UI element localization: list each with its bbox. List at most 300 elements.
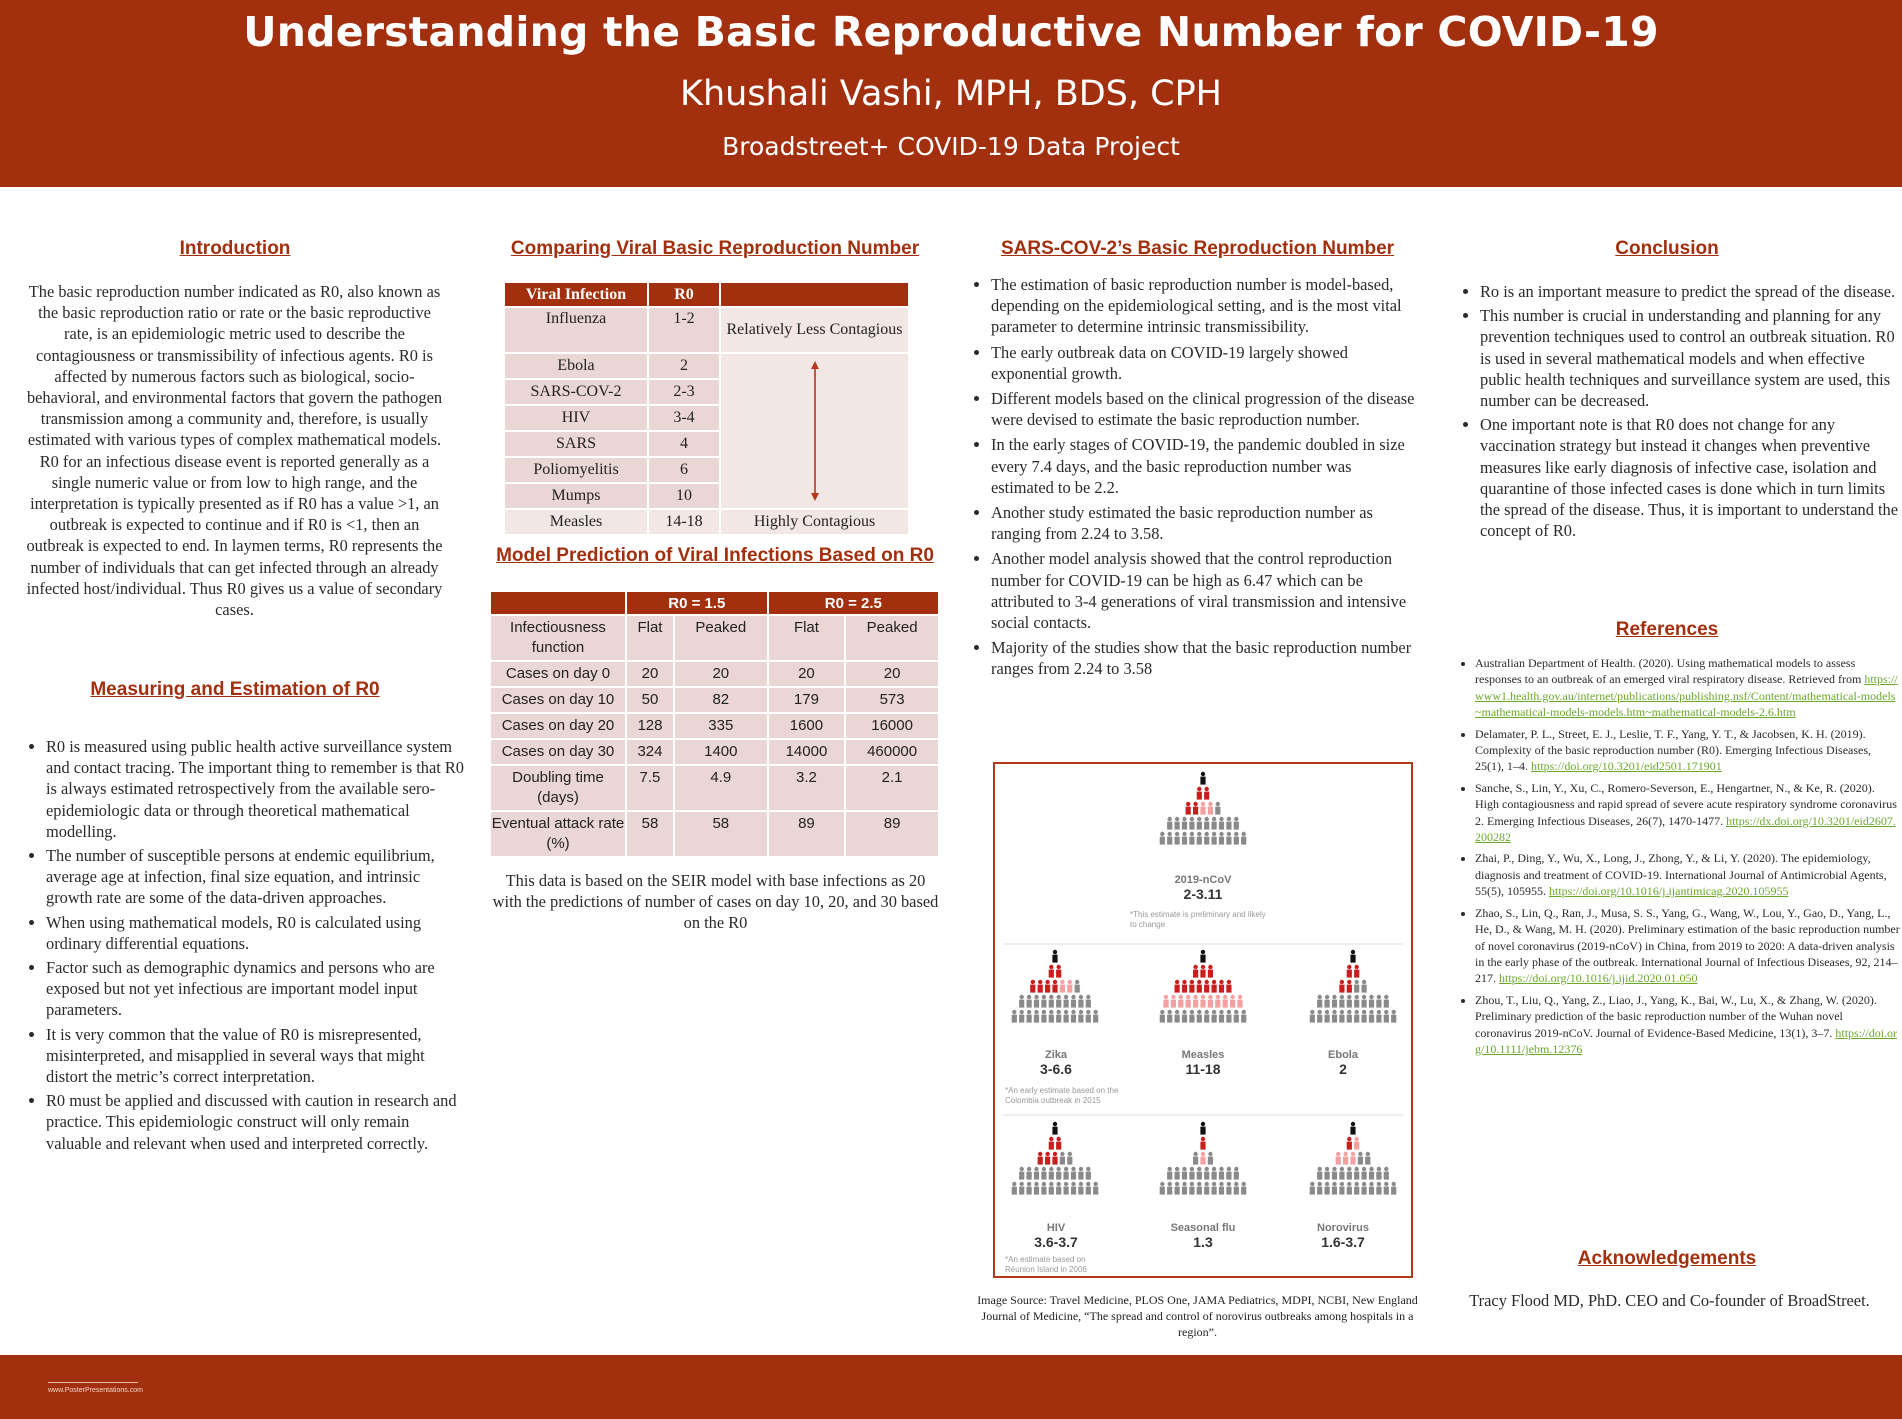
person-icon <box>1167 817 1172 830</box>
measles-label <box>1138 1049 1268 1077</box>
header-r0-group: R0 = 1.5 <box>626 592 768 615</box>
norovirus-name: Norovirus <box>1317 1222 1369 1234</box>
person-icon <box>1197 1167 1202 1180</box>
poster-header <box>0 0 1902 187</box>
reference-item <box>1475 850 1900 899</box>
person-icon <box>1212 1010 1217 1023</box>
person-icon <box>1350 1152 1355 1165</box>
person-icon <box>1200 965 1205 978</box>
person-icon <box>1049 1167 1054 1180</box>
person-icon <box>1200 1152 1205 1165</box>
zika-value: 3-6.6 <box>1040 1061 1072 1077</box>
person-icon <box>1369 1167 1374 1180</box>
person-icon <box>1215 802 1220 815</box>
note-highly-contagious: Highly Contagious <box>720 509 909 534</box>
person-icon <box>1071 1182 1076 1195</box>
person-icon <box>1041 1167 1046 1180</box>
person-icon <box>1241 832 1246 845</box>
person-icon <box>1234 1010 1239 1023</box>
person-icon <box>1376 1167 1381 1180</box>
person-icon <box>1030 980 1035 993</box>
person-icon <box>1027 1182 1032 1195</box>
sars-bullet: • Different models based on the clinical progression of the disease were devised to estimate the basic reproduction number. <box>991 388 1416 430</box>
ncov-value: 2-3.11 <box>1183 886 1223 902</box>
person-icon <box>1049 1137 1054 1150</box>
person-icon <box>1354 980 1359 993</box>
ncov-label <box>1128 874 1278 902</box>
infection-name: SARS-COV-2 <box>505 379 648 405</box>
person-icon <box>1086 1167 1091 1180</box>
person-icon <box>1182 1182 1187 1195</box>
person-icon <box>1182 832 1187 845</box>
table-cell: 2.1 <box>845 765 939 811</box>
sars-bullet: • Another model analysis showed that the control reproduction number for COVID-19 can be high as 6.47 which can be attributed to 3-4 generations of viral transmission and intensive social contacts. <box>991 548 1416 633</box>
note-less-contagious: Relatively Less Contagious <box>720 307 909 353</box>
person-icon <box>1052 1152 1057 1165</box>
infection-r0: 14-18 <box>648 509 720 534</box>
person-icon <box>1347 1167 1352 1180</box>
ncov-note: *This estimate is preliminary and likely to change <box>1130 910 1266 929</box>
person-icon <box>1219 1182 1224 1195</box>
header-blank <box>491 592 626 615</box>
person-icon <box>1093 1010 1098 1023</box>
model-heading: Model Prediction of Viral Infections Based on R0 <box>496 545 934 566</box>
pyramid-icons <box>1012 772 1397 1195</box>
person-icon <box>1178 995 1183 1008</box>
sars-bullet: • Another study estimated the basic reproduction number as ranging from 2.24 to 3.58. <box>991 502 1416 544</box>
person-icon <box>1339 1182 1344 1195</box>
person-icon <box>1045 1152 1050 1165</box>
person-icon <box>1160 1182 1165 1195</box>
person-icon <box>1193 1152 1198 1165</box>
hiv-note: *An estimate based on Réunion Island in 2006 <box>1005 1255 1087 1274</box>
person-icon <box>1197 832 1202 845</box>
infection-r0: 4 <box>648 431 720 457</box>
person-icon <box>1354 1010 1359 1023</box>
person-icon <box>1365 1152 1370 1165</box>
person-icon <box>1204 1182 1209 1195</box>
person-icon <box>1325 995 1330 1008</box>
person-icon <box>1347 995 1352 1008</box>
footer-rule <box>48 1382 138 1383</box>
sars-bullet: • The early outbreak data on COVID-19 largely showed exponential growth. <box>991 342 1416 384</box>
model-prediction-table <box>491 592 940 856</box>
person-icon <box>1041 1182 1046 1195</box>
infection-name: Poliomyelitis <box>505 457 648 483</box>
r0-comparison-table <box>505 283 910 534</box>
person-icon <box>1237 995 1242 1008</box>
table-cell: 82 <box>674 687 768 713</box>
person-icon <box>1332 1167 1337 1180</box>
row-label: Cases on day 30 <box>491 739 626 765</box>
person-icon <box>1317 1010 1322 1023</box>
person-icon <box>1234 832 1239 845</box>
person-icon <box>1354 1167 1359 1180</box>
person-icon <box>1204 1010 1209 1023</box>
person-icon <box>1347 1010 1352 1023</box>
person-icon <box>1354 995 1359 1008</box>
person-icon <box>1358 1152 1363 1165</box>
person-icon <box>1376 1010 1381 1023</box>
r0-infographic <box>993 762 1413 1278</box>
person-icon <box>1354 1137 1359 1150</box>
footer-brand: www.PosterPresentations.com <box>48 1387 143 1394</box>
person-icon <box>1012 1182 1017 1195</box>
person-icon <box>1160 1010 1165 1023</box>
person-icon <box>1336 1152 1341 1165</box>
people-pyramids <box>995 764 1411 1276</box>
zika-note: *An early estimate based on the Colombia outbreak in 2015 <box>1005 1086 1119 1105</box>
person-icon <box>1060 980 1065 993</box>
person-icon <box>1219 832 1224 845</box>
person-icon <box>1219 1010 1224 1023</box>
person-icon <box>1332 1010 1337 1023</box>
person-icon <box>1208 965 1213 978</box>
person-icon <box>1204 817 1209 830</box>
person-icon <box>1347 980 1352 993</box>
person-icon <box>1193 965 1198 978</box>
infection-name: Mumps <box>505 483 648 509</box>
person-icon <box>1347 1182 1352 1195</box>
person-icon <box>1186 995 1191 1008</box>
person-icon <box>1049 995 1054 1008</box>
zika-name: Zika <box>1044 1049 1067 1061</box>
person-icon <box>1208 802 1213 815</box>
person-icon <box>1212 817 1217 830</box>
person-icon <box>1041 995 1046 1008</box>
person-icon <box>1064 1182 1069 1195</box>
person-icon <box>1219 980 1224 993</box>
person-icon <box>1204 832 1209 845</box>
person-icon <box>1175 1010 1180 1023</box>
table-cell: 7.5 <box>626 765 674 811</box>
person-icon <box>1186 802 1191 815</box>
acknowledgements-text: Tracy Flood MD, PhD. CEO and Co-founder of BroadStreet. <box>1469 1291 1870 1310</box>
sars-bullet: • Majority of the studies show that the basic reproduction number ranges from 2.24 to 3.58 <box>991 637 1416 679</box>
person-icon <box>1339 980 1344 993</box>
person-icon <box>1071 1167 1076 1180</box>
person-icon <box>1350 950 1355 963</box>
person-icon <box>1200 772 1205 785</box>
references-list <box>1455 655 1900 1062</box>
reference-item <box>1475 726 1900 775</box>
person-icon <box>1317 995 1322 1008</box>
conclusion-list <box>1458 281 1900 544</box>
reference-text: Zhai, P., Ding, Y., Wu, X., Long, J., Zhong, Y., & Li, Y. (2020). The epidemiology, diagnosis and treatment of COVID-19. International Journal of Antimicrobial Agents, 55(5), 105955. <box>1475 851 1887 899</box>
person-icon <box>1204 980 1209 993</box>
introduction-heading: Introduction <box>179 238 291 259</box>
person-icon <box>1226 817 1231 830</box>
person-icon <box>1056 995 1061 1008</box>
person-icon <box>1204 1167 1209 1180</box>
norovirus-value: 1.6-3.7 <box>1321 1234 1365 1250</box>
person-icon <box>1071 1010 1076 1023</box>
person-icon <box>1167 1010 1172 1023</box>
flu-name: Seasonal flu <box>1170 1222 1236 1234</box>
person-icon <box>1197 787 1202 800</box>
person-icon <box>1027 1010 1032 1023</box>
person-icon <box>1339 1167 1344 1180</box>
person-icon <box>1384 1010 1389 1023</box>
measuring-bullet: • R0 must be applied and discussed with caution in research and practice. This epidemiologic construct will only remain valuable and relevant when used and interpreted correctly. <box>46 1090 466 1154</box>
person-icon <box>1354 1182 1359 1195</box>
sars-list <box>969 274 1416 684</box>
person-icon <box>1223 995 1228 1008</box>
person-icon <box>1093 1182 1098 1195</box>
infection-name: Measles <box>505 509 648 534</box>
subheader-cell: Flat <box>768 615 846 661</box>
reference-item <box>1475 905 1900 987</box>
reference-link[interactable]: https://dx.doi.org/10.3201/eid2607.200282 <box>1475 813 1896 845</box>
table-cell: 460000 <box>845 739 939 765</box>
person-icon <box>1362 1182 1367 1195</box>
person-icon <box>1049 1182 1054 1195</box>
row-label: Cases on day 20 <box>491 713 626 739</box>
person-icon <box>1067 980 1072 993</box>
person-icon <box>1241 1010 1246 1023</box>
person-icon <box>1219 817 1224 830</box>
person-icon <box>1197 1010 1202 1023</box>
infection-r0: 3-4 <box>648 405 720 431</box>
header-blank <box>720 283 909 307</box>
person-icon <box>1045 980 1050 993</box>
person-icon <box>1078 1010 1083 1023</box>
person-icon <box>1325 1167 1330 1180</box>
infection-r0: 1-2 <box>648 307 720 353</box>
reference-link[interactable]: https://doi.org/10.1111/jebm.12376 <box>1475 1025 1898 1056</box>
measles-name: Measles <box>1181 1049 1225 1061</box>
table-cell: 58 <box>674 811 768 856</box>
contagion-arrow-cell <box>720 353 909 509</box>
person-icon <box>1317 1167 1322 1180</box>
person-icon <box>1027 1167 1032 1180</box>
person-icon <box>1200 802 1205 815</box>
person-icon <box>1056 1010 1061 1023</box>
person-icon <box>1310 1010 1315 1023</box>
person-icon <box>1200 1137 1205 1150</box>
person-icon <box>1189 980 1194 993</box>
person-icon <box>1056 1137 1061 1150</box>
flu-value: 1.3 <box>1193 1234 1213 1250</box>
person-icon <box>1339 995 1344 1008</box>
person-icon <box>1160 832 1165 845</box>
header-r0-group: R0 = 2.5 <box>768 592 939 615</box>
sars-bullet: • The estimation of basic reproduction number is model-based, depending on the epidemiological setting, and is the most vital parameter to determine intrinsic transmissibility. <box>991 274 1416 338</box>
reference-link[interactable]: https://www1.health.gov.au/internet/publications/publishing.nsf/Content/mathematical-models~mathematical-models-models.htm~mathematical-models-2.6.htm <box>1475 672 1898 720</box>
reference-text: Australian Department of Health. (2020). Using mathematical models to assess responses to an outbreak of an emerged viral respiratory disease. Retrieved from <box>1475 656 1865 687</box>
person-icon <box>1171 995 1176 1008</box>
reference-link[interactable]: https://doi.org/10.1016/j.ijid.2020.01.050 <box>1499 971 1698 986</box>
person-icon <box>1038 1152 1043 1165</box>
table-cell: 128 <box>626 713 674 739</box>
person-icon <box>1226 1167 1231 1180</box>
measuring-bullet: • R0 is measured using public health active surveillance system and contact tracing. The important thing to remember is that R0 is always estimated retrospectively from the available sero-epidemiologic data or through theoretical mathematical modelling. <box>46 736 466 842</box>
row-label: Eventual attack rate (%) <box>491 811 626 856</box>
person-icon <box>1049 1010 1054 1023</box>
person-icon <box>1034 1010 1039 1023</box>
table-cell: 324 <box>626 739 674 765</box>
measuring-list <box>24 736 466 1157</box>
person-icon <box>1049 965 1054 978</box>
header-viral-infection: Viral Infection <box>505 283 648 307</box>
person-icon <box>1193 802 1198 815</box>
table-cell: 16000 <box>845 713 939 739</box>
infection-name: Influenza <box>505 307 648 353</box>
person-icon <box>1052 950 1057 963</box>
ebola-value: 2 <box>1339 1061 1347 1077</box>
person-icon <box>1226 1010 1231 1023</box>
person-icon <box>1310 1182 1315 1195</box>
infection-r0: 6 <box>648 457 720 483</box>
zika-label <box>1001 1049 1111 1077</box>
reference-item <box>1475 780 1900 846</box>
hiv-value: 3.6-3.7 <box>1034 1234 1078 1250</box>
person-icon <box>1234 1182 1239 1195</box>
measles-value: 11-18 <box>1185 1061 1221 1077</box>
conclusion-bullet: • One important note is that R0 does not change for any vaccination strategy but instead it changes when preventive measures like early diagnosis of infective case, isolation and quarantine of those infected cases is done which in turn limits the spread of the disease. Thus, it is important to understand the concept of R0. <box>1480 414 1900 541</box>
person-icon <box>1226 980 1231 993</box>
person-icon <box>1163 995 1168 1008</box>
poster-project: Broadstreet+ COVID-19 Data Project <box>722 132 1180 161</box>
person-icon <box>1182 1167 1187 1180</box>
flu-label <box>1138 1222 1268 1250</box>
person-icon <box>1332 995 1337 1008</box>
person-icon <box>1034 995 1039 1008</box>
person-icon <box>1347 965 1352 978</box>
person-icon <box>1369 1182 1374 1195</box>
person-icon <box>1167 832 1172 845</box>
reference-item <box>1475 992 1900 1058</box>
row-label: Doubling time (days) <box>491 765 626 811</box>
table-cell: 1600 <box>768 713 846 739</box>
measuring-heading: Measuring and Estimation of R0 <box>90 679 380 700</box>
person-icon <box>1056 1167 1061 1180</box>
infection-r0: 2 <box>648 353 720 379</box>
person-icon <box>1226 1182 1231 1195</box>
subheader-cell: Infectiousness function <box>491 615 626 661</box>
poster-footer <box>0 1355 1902 1419</box>
person-icon <box>1339 1010 1344 1023</box>
reference-item <box>1475 655 1900 721</box>
person-icon <box>1197 980 1202 993</box>
person-icon <box>1052 1122 1057 1135</box>
person-icon <box>1204 787 1209 800</box>
person-icon <box>1189 832 1194 845</box>
person-icon <box>1325 1182 1330 1195</box>
row-label: Cases on day 0 <box>491 661 626 687</box>
person-icon <box>1182 1010 1187 1023</box>
person-icon <box>1369 995 1374 1008</box>
header-r0: R0 <box>648 283 720 307</box>
person-icon <box>1350 1122 1355 1135</box>
reference-link[interactable]: https://doi.org/10.3201/eid2501.171901 <box>1531 759 1722 774</box>
sars-heading: SARS-COV-2’s Basic Reproduction Number <box>1000 238 1395 259</box>
person-icon <box>1071 995 1076 1008</box>
person-icon <box>1212 1167 1217 1180</box>
person-icon <box>1197 817 1202 830</box>
person-icon <box>1052 980 1057 993</box>
person-icon <box>1200 950 1205 963</box>
sars-bullet: • In the early stages of COVID-19, the pandemic doubled in size every 7.4 days, and the basic reproduction number was estimated to be 2.2. <box>991 434 1416 498</box>
person-icon <box>1086 995 1091 1008</box>
table-cell: 89 <box>845 811 939 856</box>
person-icon <box>1182 980 1187 993</box>
infection-name: HIV <box>505 405 648 431</box>
table-cell: 58 <box>626 811 674 856</box>
image-source-caption: Image Source: Travel Medicine, PLOS One, JAMA Pediatrics, MDPI, NCBI, New England Journal of Medicine, “The spread and control of norovirus outbreaks among hospitals in a region”. <box>977 1293 1418 1339</box>
measuring-bullet: • The number of susceptible persons at endemic equilibrium, average age at infection, final size equation, and intrinsic growth rate are some of the data-driven approaches. <box>46 845 466 909</box>
table-cell: 14000 <box>768 739 846 765</box>
person-icon <box>1347 1137 1352 1150</box>
table-cell: 179 <box>768 687 846 713</box>
norovirus-label <box>1288 1222 1398 1250</box>
person-icon <box>1241 1182 1246 1195</box>
infection-name: SARS <box>505 431 648 457</box>
table-cell: 20 <box>626 661 674 687</box>
table-cell: 3.2 <box>768 765 846 811</box>
person-icon <box>1354 965 1359 978</box>
person-icon <box>1067 1152 1072 1165</box>
infection-name: Ebola <box>505 353 648 379</box>
person-icon <box>1175 832 1180 845</box>
person-icon <box>1234 817 1239 830</box>
person-icon <box>1078 1167 1083 1180</box>
person-icon <box>1200 995 1205 1008</box>
row-label: Cases on day 10 <box>491 687 626 713</box>
model-note: This data is based on the SEIR model with base infections as 20 with the predictions of number of cases on day 10, 20, and 30 based on the R0 <box>492 871 939 933</box>
conclusion-bullet: • Ro is an important measure to predict the spread of the disease. <box>1480 281 1900 302</box>
subheader-cell: Peaked <box>674 615 768 661</box>
table-cell: 335 <box>674 713 768 739</box>
reference-link[interactable]: https://doi.org/10.1016/j.ijantimicag.2020.105955 <box>1549 884 1789 899</box>
person-icon <box>1208 1152 1213 1165</box>
table-cell: 20 <box>768 661 846 687</box>
person-icon <box>1384 1167 1389 1180</box>
table-cell: 50 <box>626 687 674 713</box>
person-icon <box>1078 1182 1083 1195</box>
table-cell: 573 <box>845 687 939 713</box>
person-icon <box>1189 1167 1194 1180</box>
person-icon <box>1332 1182 1337 1195</box>
subheader-cell: Peaked <box>845 615 939 661</box>
person-icon <box>1362 995 1367 1008</box>
ncov-name: 2019-nCoV <box>1174 874 1232 886</box>
infection-r0: 2-3 <box>648 379 720 405</box>
person-icon <box>1060 1152 1065 1165</box>
person-icon <box>1056 1182 1061 1195</box>
person-icon <box>1362 980 1367 993</box>
table-cell: 20 <box>674 661 768 687</box>
person-icon <box>1034 1167 1039 1180</box>
references-heading: References <box>1615 619 1719 640</box>
person-icon <box>1167 1167 1172 1180</box>
person-icon <box>1376 995 1381 1008</box>
person-icon <box>1362 1010 1367 1023</box>
person-icon <box>1056 965 1061 978</box>
person-icon <box>1212 980 1217 993</box>
hiv-name: HIV <box>1046 1222 1066 1234</box>
person-icon <box>1182 817 1187 830</box>
person-icon <box>1027 995 1032 1008</box>
person-icon <box>1175 1167 1180 1180</box>
person-icon <box>1215 995 1220 1008</box>
person-icon <box>1384 1182 1389 1195</box>
person-icon <box>1064 995 1069 1008</box>
person-icon <box>1086 1010 1091 1023</box>
acknowledgements-heading: Acknowledgements <box>1577 1248 1757 1269</box>
ebola-name: Ebola <box>1328 1049 1358 1061</box>
reference-text: Zhou, T., Liu, Q., Yang, Z., Liao, J., Yang, K., Bai, W., Lu, X., & Zhang, W. (2020). Preliminary prediction of the basic reproduction number of the Wuhan novel coronavirus 2019-nCoV. Journal of Evidence-Based Medicine, 13(1), 3–7. <box>1475 992 1877 1040</box>
